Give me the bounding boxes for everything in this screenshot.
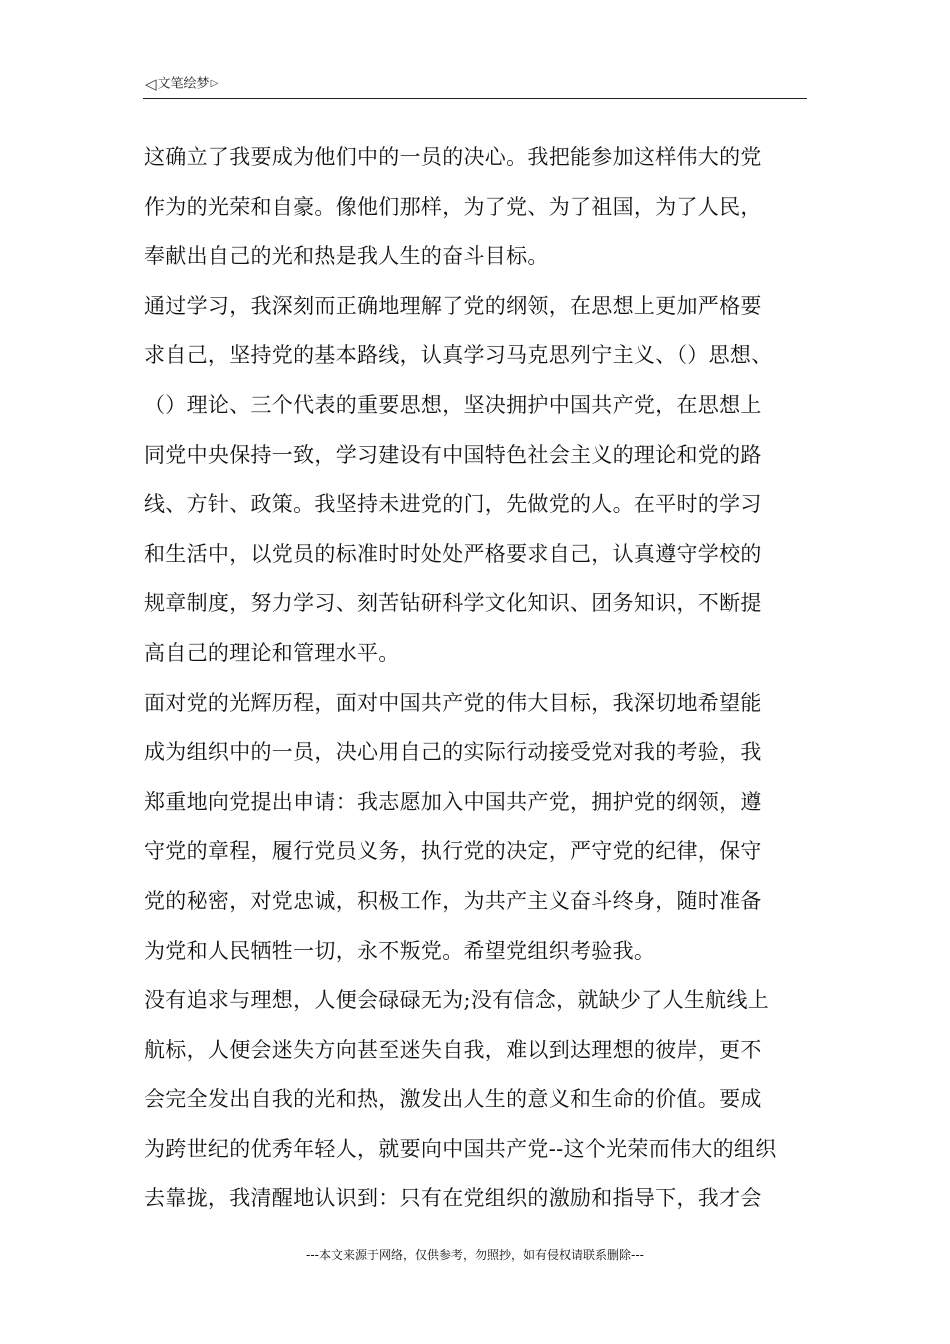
right-triangle-icon: ▷	[210, 78, 219, 89]
paragraph-4: 没有追求与理想，人便会碌碌无为;没有信念，就缺少了人生航线上 航标，人便会迷失方向甚至迷失自我，难以到达理想的彼岸，更不 会完全发出自我的光和热，激发出人生的意义和生命的价值。要成 为跨世纪的优秀年轻人，就要向中国共产党--这个光荣而伟大的组织 去靠拢，我清醒地认识到：只有在党组织的激励和指导下，我才会	[144, 988, 777, 1211]
paragraph-3: 面对党的光辉历程，面对中国共产党的伟大目标，我深切地希望能 成为组织中的一员，决心用自己的实际行动接受党对我的考验，我 郑重地向党提出申请：我志愿加入中国共产党，拥护党的纲领，遵 守党的章程，履行党员义务，执行党的决定，严守党的纪律，保守 党的秘密，对党忠诚，积极工作，为共产主义奋斗终身，随时准备 为党和人民牺牲一切，永不叛党。希望党组织考验我。	[144, 690, 762, 963]
left-triangle-icon: ◁	[145, 75, 157, 93]
paragraph-1: 这确立了我要成为他们中的一员的决心。我把能参加这样伟大的党 作为的光荣和自豪。像他们那样，为了党、为了祖国，为了人民， 奉献出自己的光和热是我人生的奋斗目标。	[144, 145, 762, 269]
brand-text: 文笔绘梦	[157, 76, 210, 92]
page-footer: ---本文来源于网络，仅供参考，勿照抄，如有侵权请联系删除---	[306, 1248, 644, 1262]
paragraph-2: 通过学习，我深刻而正确地理解了党的纲领，在思想上更加严格要 求自己，坚持党的基本路线，认真学习马克思列宁主义、（）思想、 （）理论、三个代表的重要思想，坚决拥护中国共产党，在思想上 同党中央保持一致，学习建设有中国特色社会主义的理论和党的路 线、方针、政策。我坚持未进党的门，先做党的人。在平时的学习 和生活中，以党员的标准时时处处严格要求自己，认真遵守学校的 规章制度，努力学习、刻苦钻研科学文化知识、团务知识，不断提 高自己的理论和管理水平。	[144, 293, 773, 665]
page-header	[143, 74, 807, 99]
document-body	[144, 133, 808, 1224]
header-brand	[145, 76, 218, 93]
